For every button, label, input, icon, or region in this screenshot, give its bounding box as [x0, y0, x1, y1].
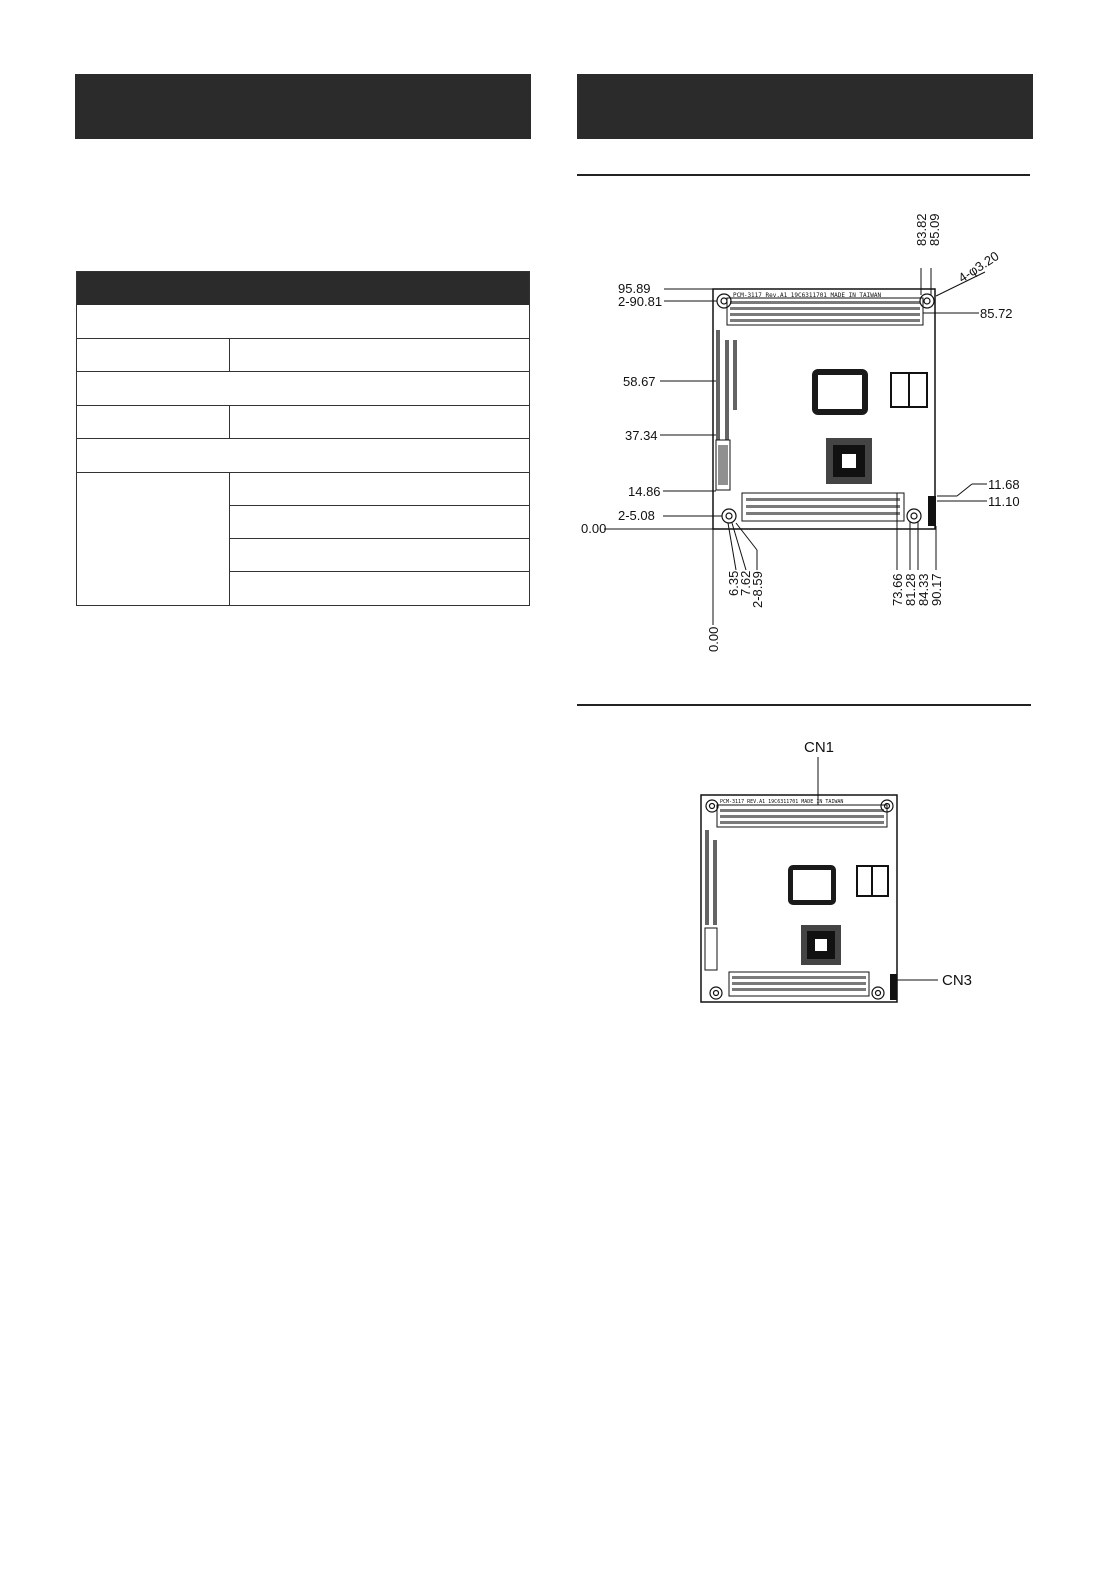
board-silkscreen-label: PCM-3117 Rev.A1 19C6311701 MADE IN TAIWAN — [733, 292, 882, 299]
table-cell-label-4 — [77, 406, 230, 439]
dim-85-72: 85.72 — [980, 306, 1013, 321]
table-cell-value-6c — [230, 539, 529, 572]
section-rule-1 — [577, 174, 1030, 176]
left-header-bar — [75, 74, 531, 139]
dim-11-10: 11.10 — [988, 494, 1020, 509]
dim-84-33: 84.33 — [916, 573, 931, 606]
left-components — [716, 330, 737, 490]
connector-location-diagram — [690, 730, 990, 1020]
dim-4-3-20: 4-φ3.20 — [955, 248, 1002, 286]
dim-95-89: 95.89 — [618, 281, 651, 296]
table-cell-value-6d — [230, 572, 529, 605]
dim-0-00-left: 0.00 — [581, 521, 607, 536]
right-header-bar — [577, 74, 1033, 139]
dim-7-62: 7.62 — [738, 570, 753, 596]
dim-58-67: 58.67 — [623, 374, 656, 389]
table-cell-value-6b — [230, 506, 529, 539]
cn1-label: CN1 — [804, 739, 835, 756]
table-cell-value-2 — [230, 339, 529, 372]
dim-37-34: 37.34 — [625, 428, 658, 443]
dim-0-00-bottom: 0.00 — [706, 626, 721, 652]
svg-text:PCM-3117 REV.A1 19C6311701: PCM-3117 REV.A1 19C6311701 MADE IN TAIWAN — [720, 799, 844, 805]
table-row-full-1 — [77, 305, 529, 339]
cn3-label: CN3 — [942, 972, 973, 989]
side-connector — [928, 496, 936, 526]
dim-11-68: 11.68 — [988, 477, 1020, 492]
table-header — [77, 272, 529, 305]
table-cell-value-6a — [230, 473, 529, 506]
dim-2-90-81: 2-90.81 — [618, 294, 663, 309]
dim-6-35: 6.35 — [726, 570, 741, 596]
spec-table — [76, 271, 530, 606]
table-row-full-3 — [77, 372, 529, 406]
dim-73-66: 73.66 — [890, 573, 905, 606]
table-row-full-5 — [77, 439, 529, 473]
dim-85-09: 85.09 — [927, 213, 942, 246]
dim-2-8-59: 2-8.59 — [750, 571, 765, 608]
table-cell-value-4 — [230, 406, 529, 439]
dim-2-5-08: 2-5.08 — [618, 508, 655, 523]
dim-14-86: 14.86 — [628, 484, 661, 499]
table-cell-label-2 — [77, 339, 230, 372]
dim-81-28: 81.28 — [903, 573, 918, 606]
section-rule-2 — [577, 704, 1031, 706]
dim-90-17: 90.17 — [929, 573, 944, 606]
dimension-diagram — [560, 190, 1060, 670]
table-cell-label-6 — [77, 473, 230, 605]
top-connector-pins — [730, 301, 920, 322]
dim-83-82: 83.82 — [914, 213, 929, 246]
